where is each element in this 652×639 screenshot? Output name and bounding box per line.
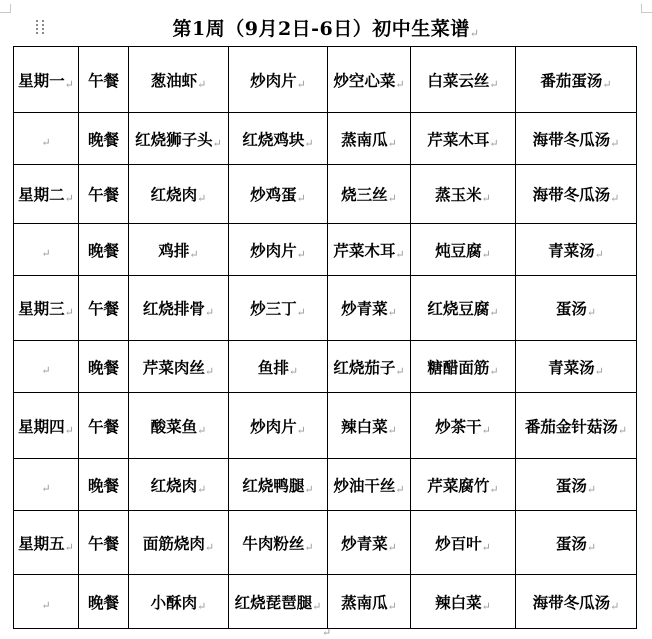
dish-label: 红烧茄子 <box>333 357 396 377</box>
meal-cell[interactable] <box>79 575 129 629</box>
dish-cell[interactable] <box>129 113 229 165</box>
dish-cell[interactable] <box>229 165 328 224</box>
table-row <box>14 393 637 459</box>
dish-cell[interactable] <box>129 47 229 113</box>
dish-label: 炒鸡蛋 <box>250 185 297 204</box>
meal-label: 午餐 <box>87 533 119 553</box>
paragraph-mark: ↵ <box>489 364 499 378</box>
dish-label: 芹菜肉丝 <box>142 357 205 377</box>
meal-cell[interactable] <box>79 393 129 459</box>
paragraph-mark: ↵ <box>197 77 207 91</box>
meal-cell[interactable] <box>79 165 129 224</box>
paragraph-mark: ↵ <box>41 363 51 377</box>
paragraph-mark: ↵ <box>312 599 322 613</box>
meal-cell[interactable] <box>79 341 129 393</box>
paragraph-mark: ↵ <box>481 192 491 205</box>
paragraph-mark: ↵ <box>296 247 306 261</box>
paragraph-mark: ↵ <box>481 540 491 554</box>
paragraph-mark: ↵ <box>586 482 597 496</box>
dish-label: 蛋汤 <box>555 533 587 553</box>
dish-cell[interactable] <box>516 276 637 341</box>
paragraph-mark: ↵ <box>489 77 499 91</box>
page-corner-mark-left <box>0 4 11 13</box>
paragraph-mark: ↵ <box>617 423 628 437</box>
dish-label: 红烧鸡块 <box>242 129 305 149</box>
paragraph-mark: ↵ <box>387 192 397 205</box>
dish-label: 红烧豆腐 <box>427 299 490 318</box>
paragraph-mark: ↵ <box>610 599 620 613</box>
day-label: 星期四 <box>18 416 65 436</box>
meal-label: 午餐 <box>87 185 119 204</box>
day-cell[interactable] <box>14 224 79 276</box>
paragraph-mark: ↵ <box>64 423 74 437</box>
paragraph-mark: ↵ <box>489 136 499 150</box>
paragraph-mark: ↵ <box>387 136 397 150</box>
paragraph-mark: ↵ <box>204 540 215 554</box>
paragraph-mark: ↵ <box>41 246 51 260</box>
dish-label: 炒青菜 <box>341 299 388 318</box>
dish-cell[interactable] <box>129 575 229 629</box>
paragraph-mark: ↵ <box>197 599 207 613</box>
paragraph-mark: ↵ <box>204 306 215 319</box>
dish-cell[interactable] <box>411 276 516 341</box>
dish-label: 红烧琵琶腿 <box>234 592 313 612</box>
dish-cell[interactable] <box>229 393 328 459</box>
meal-label: 晚餐 <box>87 592 119 612</box>
paragraph-mark: ↵ <box>387 599 397 613</box>
dish-label: 炒茶干 <box>435 416 482 436</box>
dish-cell[interactable] <box>328 511 411 575</box>
meal-cell[interactable] <box>79 224 129 276</box>
paragraph-mark: ↵ <box>197 423 207 437</box>
dish-label: 炒肉片 <box>250 240 297 260</box>
table-row <box>14 575 637 629</box>
dish-cell[interactable] <box>328 165 411 224</box>
dish-cell[interactable] <box>516 47 637 113</box>
paragraph-mark: ↵ <box>41 135 51 149</box>
dish-label: 炒肉片 <box>250 70 297 90</box>
meal-cell[interactable] <box>79 459 129 511</box>
dish-cell[interactable] <box>129 341 229 393</box>
dish-cell[interactable] <box>516 224 637 276</box>
dish-label: 蛋汤 <box>555 475 587 495</box>
dish-label: 辣白菜 <box>435 592 482 612</box>
day-cell[interactable] <box>14 341 79 393</box>
paragraph-mark: ↵ <box>304 136 314 150</box>
dish-label: 海带冬瓜汤 <box>532 129 611 149</box>
dish-label: 红烧鸭腿 <box>242 475 305 495</box>
paragraph-mark: ↵ <box>304 482 314 496</box>
dish-label: 辣白菜 <box>341 416 388 436</box>
paragraph-mark: ↵ <box>489 306 499 319</box>
dish-cell[interactable] <box>411 575 516 629</box>
dish-label: 青菜汤 <box>548 357 595 377</box>
paragraph-mark: ↵ <box>610 136 620 150</box>
dish-label: 红烧肉 <box>150 475 198 495</box>
dish-cell[interactable] <box>411 341 516 393</box>
dish-cell[interactable] <box>411 47 516 113</box>
dish-cell[interactable] <box>516 341 637 393</box>
dish-label: 糖醋面筋 <box>427 357 490 377</box>
meal-label: 晚餐 <box>87 357 119 377</box>
dish-label: 蛋汤 <box>555 299 587 318</box>
dish-cell[interactable] <box>328 459 411 511</box>
paragraph-mark: ↵ <box>481 423 491 437</box>
dish-label: 红烧肉 <box>150 185 198 204</box>
paragraph-mark: ↵ <box>197 482 207 496</box>
paragraph-mark: ↵ <box>395 482 405 496</box>
menu-table <box>13 46 637 629</box>
document-title <box>0 14 652 41</box>
paragraph-mark: ↵ <box>41 481 51 495</box>
meal-label: 午餐 <box>87 299 119 318</box>
dish-label: 蒸南瓜 <box>341 592 388 612</box>
paragraph-mark: ↵ <box>212 136 222 150</box>
paragraph-mark: ↵ <box>64 540 74 554</box>
dish-label: 鱼排 <box>257 357 289 377</box>
dish-label: 炒三丁 <box>250 299 297 318</box>
dish-cell[interactable] <box>411 511 516 575</box>
paragraph-mark: ↵ <box>64 306 74 319</box>
dish-label: 青菜汤 <box>548 240 595 260</box>
day-cell[interactable] <box>14 393 79 459</box>
paragraph-mark: ↵ <box>296 192 306 205</box>
table-row <box>14 511 637 575</box>
meal-label: 午餐 <box>87 70 119 90</box>
paragraph-mark: ↵ <box>395 364 405 378</box>
paragraph-mark: ↵ <box>594 364 604 378</box>
dish-cell[interactable] <box>229 113 328 165</box>
paragraph-mark: ↵ <box>296 423 306 437</box>
meal-label: 晚餐 <box>87 240 119 260</box>
dish-label: 番茄金针菇汤 <box>524 416 618 436</box>
dish-label: 蒸玉米 <box>435 185 482 204</box>
paragraph-mark: ↵ <box>322 626 332 639</box>
dish-label: 炖豆腐 <box>435 240 482 260</box>
day-label: 星期五 <box>18 533 65 553</box>
meal-cell[interactable] <box>79 113 129 165</box>
paragraph-mark: ↵ <box>64 77 74 91</box>
table-row <box>14 459 637 511</box>
dish-cell[interactable] <box>328 47 411 113</box>
dish-cell[interactable] <box>516 393 637 459</box>
paragraph-mark: ↵ <box>489 482 499 496</box>
dish-cell[interactable] <box>516 511 637 575</box>
dish-label: 炒肉片 <box>250 416 297 436</box>
paragraph-mark: ↵ <box>304 540 314 554</box>
day-label: 星期一 <box>18 70 65 90</box>
dish-label: 面筋烧肉 <box>142 533 205 553</box>
dish-label: 小酥肉 <box>150 592 198 612</box>
dish-label: 芹菜木耳 <box>427 129 490 149</box>
dish-cell[interactable] <box>229 341 328 393</box>
dish-cell[interactable] <box>411 459 516 511</box>
dish-label: 红烧排骨 <box>142 299 205 318</box>
paragraph-mark: ↵ <box>481 247 491 261</box>
day-cell[interactable] <box>14 276 79 341</box>
table-row <box>14 113 637 165</box>
dish-label: 海带冬瓜汤 <box>532 592 611 612</box>
paragraph-mark: ↵ <box>288 364 299 378</box>
dish-cell[interactable] <box>411 113 516 165</box>
dish-cell[interactable] <box>129 511 229 575</box>
dish-cell[interactable] <box>328 224 411 276</box>
day-cell[interactable] <box>14 511 79 575</box>
dish-cell[interactable] <box>229 511 328 575</box>
dish-label: 芹菜木耳 <box>333 240 396 260</box>
paragraph-mark: ↵ <box>204 364 215 378</box>
dish-cell[interactable] <box>516 575 637 629</box>
day-cell[interactable] <box>14 47 79 113</box>
paragraph-mark: ↵ <box>610 192 620 205</box>
dish-cell[interactable] <box>328 393 411 459</box>
paragraph-mark: ↵ <box>197 192 207 205</box>
dish-label: 葱油虾 <box>150 70 198 90</box>
dish-label: 芹菜腐竹 <box>427 475 490 495</box>
dish-cell[interactable] <box>229 276 328 341</box>
meal-label: 午餐 <box>87 416 119 436</box>
paragraph-mark: ↵ <box>586 540 597 554</box>
dish-label: 番茄蛋汤 <box>540 70 603 90</box>
dish-cell[interactable] <box>129 459 229 511</box>
dish-cell[interactable] <box>411 224 516 276</box>
paragraph-mark: ↵ <box>189 247 199 261</box>
table-row <box>14 341 637 393</box>
dish-cell[interactable] <box>129 165 229 224</box>
dish-cell[interactable] <box>328 113 411 165</box>
dish-cell[interactable] <box>328 575 411 629</box>
day-cell[interactable] <box>14 165 79 224</box>
meal-cell[interactable] <box>79 511 129 575</box>
page-corner-mark-right <box>641 4 652 13</box>
paragraph-mark: ↵ <box>387 540 397 554</box>
table-row <box>14 276 637 341</box>
dish-cell[interactable] <box>129 276 229 341</box>
dish-cell[interactable] <box>229 459 328 511</box>
meal-label: 晚餐 <box>87 475 119 495</box>
title-text: 第1周（9月2日-6日）初中生菜谱 <box>172 18 470 40</box>
dish-cell[interactable] <box>229 224 328 276</box>
paragraph-mark: ↵ <box>296 306 306 319</box>
meal-cell[interactable] <box>79 276 129 341</box>
dish-cell[interactable] <box>229 575 328 629</box>
paragraph-mark: ↵ <box>64 192 74 205</box>
dish-label: 酸菜鱼 <box>150 416 198 436</box>
dish-cell[interactable] <box>516 459 637 511</box>
dish-label: 鸡排 <box>158 240 190 260</box>
table-row <box>14 224 637 276</box>
dish-cell[interactable] <box>129 393 229 459</box>
paragraph-mark: ↵ <box>395 247 405 261</box>
paragraph-mark: ↵ <box>395 77 405 91</box>
dish-label: 炒空心菜 <box>333 70 396 90</box>
dish-label: 炒油干丝 <box>333 475 396 495</box>
dish-cell[interactable] <box>129 224 229 276</box>
day-label: 星期二 <box>18 185 65 204</box>
dish-cell[interactable] <box>516 165 637 224</box>
dish-cell[interactable] <box>411 393 516 459</box>
day-cell[interactable] <box>14 113 79 165</box>
dish-cell[interactable] <box>516 113 637 165</box>
day-label: 星期三 <box>18 299 65 318</box>
dish-label: 牛肉粉丝 <box>242 533 305 553</box>
paragraph-mark: ↵ <box>41 598 51 612</box>
meal-cell[interactable] <box>79 47 129 113</box>
paragraph-mark: ↵ <box>594 247 604 261</box>
dish-cell[interactable] <box>229 47 328 113</box>
dish-label: 蒸南瓜 <box>341 129 388 149</box>
dish-cell[interactable] <box>328 341 411 393</box>
meal-label: 晚餐 <box>87 129 119 149</box>
dish-cell[interactable] <box>328 276 411 341</box>
dish-label: 烧三丝 <box>341 185 388 204</box>
paragraph-mark: ↵ <box>469 27 480 40</box>
paragraph-mark: ↵ <box>602 77 612 91</box>
dish-label: 白菜云丝 <box>427 70 490 90</box>
paragraph-mark: ↵ <box>586 306 597 319</box>
dish-label: 炒青菜 <box>341 533 388 553</box>
dish-cell[interactable] <box>411 165 516 224</box>
paragraph-mark: ↵ <box>481 599 491 613</box>
paragraph-mark: ↵ <box>387 306 397 319</box>
paragraph-mark: ↵ <box>387 423 397 437</box>
table-row <box>14 47 637 113</box>
dish-label: 炒百叶 <box>435 533 482 553</box>
day-cell[interactable] <box>14 459 79 511</box>
day-cell[interactable] <box>14 575 79 629</box>
dish-label: 海带冬瓜汤 <box>532 185 611 204</box>
paragraph-mark: ↵ <box>296 77 306 91</box>
table-row <box>14 165 637 224</box>
dish-label: 红烧狮子头 <box>135 129 213 149</box>
